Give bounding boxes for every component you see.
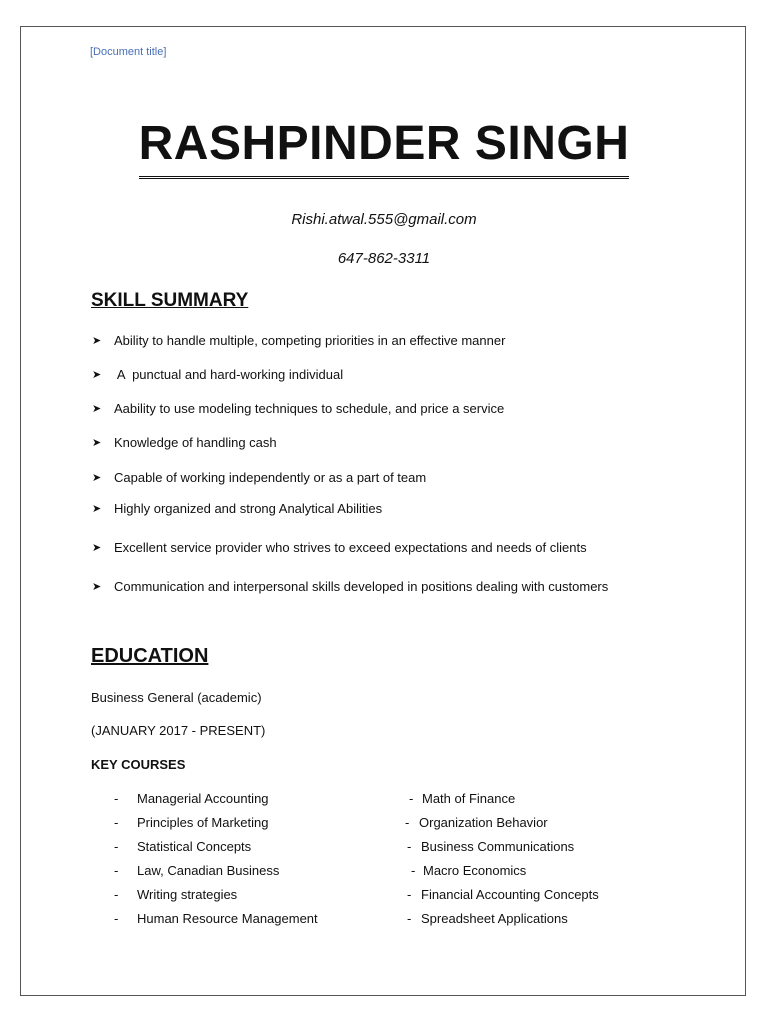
arrow-bullet-icon: ➤ xyxy=(92,542,102,554)
document-title-placeholder[interactable]: [Document title] xyxy=(90,46,167,58)
resume-name-container xyxy=(0,116,768,179)
resume-name: RASHPINDER SINGH xyxy=(139,116,630,179)
education-program: Business General (academic) xyxy=(91,690,262,705)
course-item: Statistical Concepts xyxy=(137,839,252,854)
dash-marker: - xyxy=(114,791,119,806)
contact-phone: 647-862-3311 xyxy=(337,250,431,267)
course-item: Financial Accounting Concepts xyxy=(421,887,599,902)
course-item: Business Communications xyxy=(421,839,575,854)
course-item: Organization Behavior xyxy=(419,815,548,830)
dash-marker: - xyxy=(114,815,119,830)
dash-marker: - xyxy=(114,887,119,902)
dash-marker: - xyxy=(409,791,414,806)
course-item: Math of Finance xyxy=(422,791,516,806)
skill-item xyxy=(92,540,587,555)
key-courses-label: KEY COURSES xyxy=(91,757,186,772)
contact-email: Rishi.atwal.555@gmail.com xyxy=(291,211,477,228)
arrow-bullet-icon: ➤ xyxy=(92,369,102,381)
arrow-bullet-icon: ➤ xyxy=(92,437,102,449)
education-heading: EDUCATION xyxy=(91,645,209,667)
course-item: Principles of Marketing xyxy=(137,815,269,830)
dash-marker: - xyxy=(114,863,119,878)
dash-marker: - xyxy=(114,839,119,854)
skill-item xyxy=(92,435,277,450)
course-item: Human Resource Management xyxy=(137,911,318,926)
skill-text: A punctual and hard-working individual xyxy=(114,367,344,382)
arrow-bullet-icon: ➤ xyxy=(92,335,102,347)
dash-marker: - xyxy=(407,911,412,926)
skill-text: Communication and interpersonal skills developed in positions dealing with customers xyxy=(114,579,609,594)
skill-text: Aability to use modeling techniques to schedule, and price a service xyxy=(114,401,505,416)
skill-item xyxy=(92,367,343,382)
skill-text: Highly organized and strong Analytical Abilities xyxy=(114,501,383,516)
skill-item xyxy=(92,501,382,516)
skill-summary-heading: SKILL SUMMARY xyxy=(91,290,249,311)
arrow-bullet-icon: ➤ xyxy=(92,472,102,484)
dash-marker: - xyxy=(411,863,416,878)
course-item: Managerial Accounting xyxy=(137,791,269,806)
skill-item xyxy=(92,401,504,416)
dash-marker: - xyxy=(405,815,410,830)
skill-text: Excellent service provider who strives to exceed expectations and needs of clients xyxy=(114,540,587,555)
dash-marker: - xyxy=(114,911,119,926)
education-dates: (JANUARY 2017 - PRESENT) xyxy=(91,723,266,738)
skill-text: Capable of working independently or as a part of team xyxy=(114,470,427,485)
course-item: Spreadsheet Applications xyxy=(421,911,568,926)
course-item: Macro Economics xyxy=(423,863,527,878)
skill-item xyxy=(92,470,426,485)
arrow-bullet-icon: ➤ xyxy=(92,403,102,415)
course-item: Law, Canadian Business xyxy=(137,863,280,878)
arrow-bullet-icon: ➤ xyxy=(92,503,102,515)
skill-item xyxy=(92,579,608,594)
arrow-bullet-icon: ➤ xyxy=(92,581,102,593)
dash-marker: - xyxy=(407,839,412,854)
dash-marker: - xyxy=(407,887,412,902)
course-item: Writing strategies xyxy=(137,887,238,902)
skill-text: Knowledge of handling cash xyxy=(114,435,277,450)
skill-item xyxy=(92,333,505,348)
skill-text: Ability to handle multiple, competing priorities in an effective manner xyxy=(114,333,506,348)
